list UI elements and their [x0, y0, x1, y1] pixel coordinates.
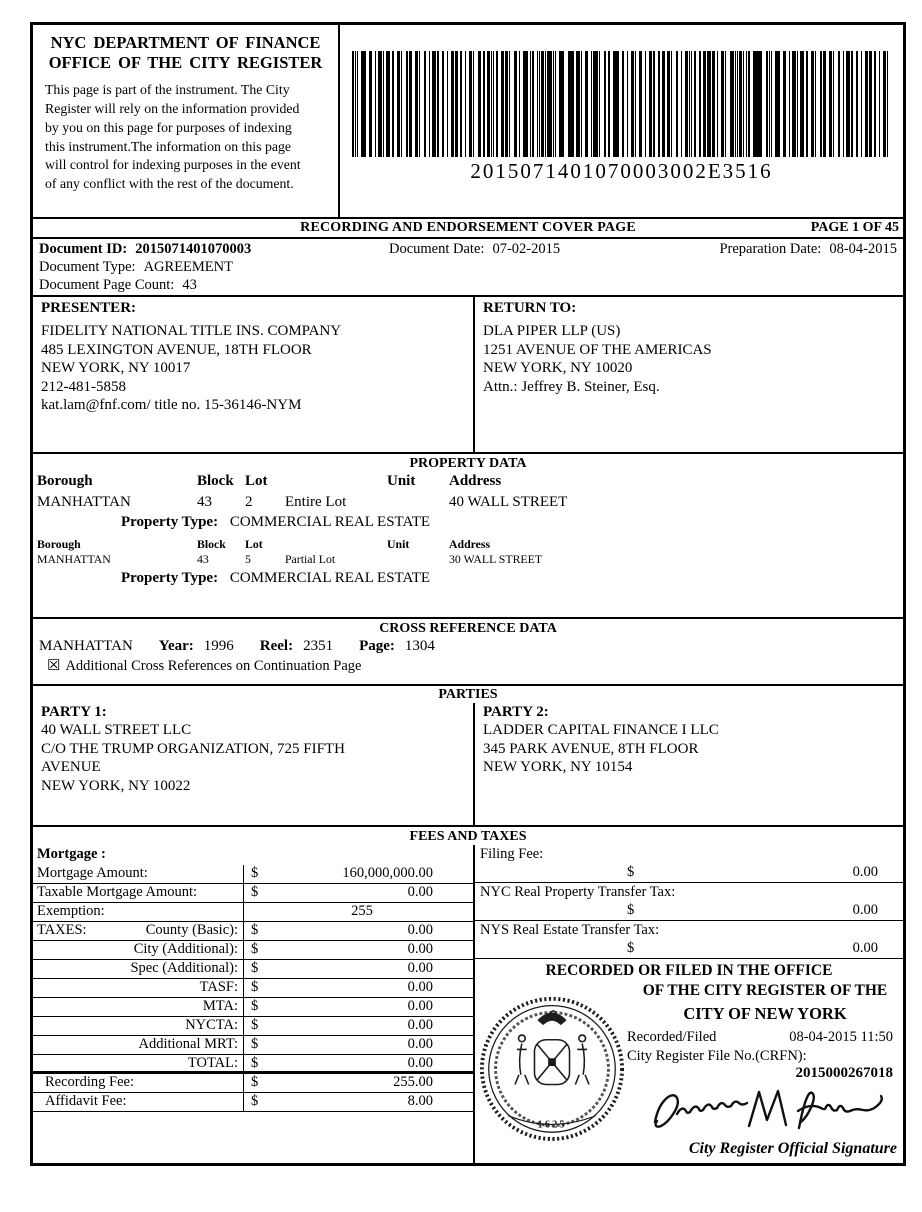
- fee-row: [33, 960, 473, 979]
- document-page-count-label: Document Page Count:: [39, 277, 175, 293]
- fee-label: Recording Fee:: [45, 1074, 134, 1090]
- fee-row: [33, 1055, 473, 1074]
- lot-type-value: Entire Lot: [285, 493, 347, 510]
- currency-symbol: $: [251, 884, 259, 900]
- party2-box: [475, 703, 903, 825]
- official-signature-wrap: [627, 1082, 903, 1139]
- fee-group: [475, 921, 903, 959]
- fee-label: City (Additional):: [133, 941, 238, 957]
- address-line: kat.lam@fnf.com/ title no. 15-36146-NYM: [41, 397, 302, 414]
- borough-value: MANHATTAN: [37, 552, 111, 567]
- recorded-stamp-box: [475, 959, 903, 1163]
- fee-label: Filing Fee:: [480, 846, 544, 862]
- lot-type-cell: [285, 472, 387, 492]
- fee-label: Additional MRT:: [138, 1036, 238, 1052]
- cover-page: [30, 22, 906, 1166]
- currency-symbol: $: [251, 960, 259, 976]
- currency-symbol: $: [251, 941, 259, 957]
- address-line: 485 LEXINGTON AVENUE, 18TH FLOOR: [41, 341, 312, 358]
- fee-label: NYCTA:: [185, 1017, 238, 1033]
- presenter-return-section: [33, 297, 903, 454]
- preparation-date-value: 08-04-2015: [829, 241, 897, 257]
- col-borough: Borough: [37, 473, 93, 489]
- property-header-row: [33, 472, 903, 492]
- crfn-label: City Register File No.(CRFN):: [627, 1047, 807, 1064]
- presenter-heading: PRESENTER:: [41, 300, 137, 316]
- parties-section: [33, 686, 903, 827]
- property-type-label: Property Type:: [121, 569, 219, 586]
- cross-reference-line: [39, 638, 897, 655]
- fee-row: [33, 979, 473, 998]
- document-date: [389, 241, 709, 258]
- fees-left-table: [33, 845, 475, 1163]
- col-lot: Lot: [245, 473, 268, 489]
- fee-amount: 0.00: [407, 1055, 433, 1071]
- document-date-value: 07-02-2015: [492, 241, 561, 257]
- fee-row: [33, 1017, 473, 1036]
- notice-line: Register will rely on the information provided: [45, 101, 300, 116]
- address-line: NEW YORK, NY 10154: [483, 759, 633, 776]
- property-type-value: COMMERCIAL REAL ESTATE: [229, 514, 431, 530]
- parties-heading: PARTIES: [438, 687, 498, 702]
- cross-reference-section: [33, 619, 903, 686]
- party2-heading: PARTY 2:: [483, 704, 549, 720]
- document-page-count-value: 43: [182, 277, 197, 293]
- page-label: Page:: [359, 638, 395, 654]
- fee-amount: 0.00: [407, 998, 433, 1014]
- checked-checkbox-icon: ☒: [47, 658, 61, 674]
- barcode-cell: [340, 25, 903, 217]
- fee-row: [33, 1093, 473, 1112]
- property-header-row: [33, 537, 903, 552]
- unit-value: [387, 552, 449, 567]
- additional-cross-references: [39, 656, 897, 675]
- recorded-filed-label: Recorded/Filed: [627, 1028, 717, 1045]
- fee-amount: 160,000,000.00: [342, 865, 433, 881]
- fee-row: [33, 865, 473, 884]
- address-line: 1251 AVENUE OF THE AMERICAS: [483, 341, 712, 358]
- lot-value: 2: [245, 493, 253, 510]
- return-to-address: [483, 322, 895, 396]
- notice-line: of any conflict with the rest of the document.: [45, 176, 294, 191]
- official-signature-icon: [649, 1082, 899, 1134]
- presenter-address: [41, 322, 465, 415]
- fee-label: Mortgage Amount:: [37, 865, 148, 881]
- fee-amount: 0.00: [407, 979, 433, 995]
- reel-label: Reel:: [259, 638, 294, 654]
- fee-label: TOTAL:: [187, 1055, 238, 1071]
- document-type-value: AGREEMENT: [143, 259, 233, 275]
- currency-symbol: [244, 903, 251, 921]
- address-line: LADDER CAPITAL FINANCE I LLC: [483, 722, 719, 738]
- party2-address: [483, 721, 895, 777]
- header-row: [33, 25, 903, 217]
- presenter-box: [33, 297, 475, 452]
- col-unit: Unit: [387, 537, 410, 551]
- barcode-number: 2015071401070003002E3516: [470, 159, 773, 183]
- fee-label: Taxable Mortgage Amount:: [37, 884, 198, 900]
- fee-amount: 8.00: [407, 1093, 433, 1109]
- col-unit: Unit: [387, 473, 416, 489]
- fee-value-row: [475, 940, 903, 959]
- fee-prefix: TAXES:: [37, 922, 87, 938]
- fee-row: [33, 1074, 473, 1093]
- document-id-label: Document ID:: [39, 241, 128, 257]
- fee-row: [33, 1036, 473, 1055]
- fee-label: NYC Real Property Transfer Tax:: [480, 884, 676, 900]
- fee-label: Affidavit Fee:: [45, 1093, 127, 1109]
- property-type-line: [121, 514, 903, 531]
- preparation-date-label: Preparation Date:: [719, 241, 822, 257]
- fee-amount: 0.00: [852, 902, 878, 918]
- currency-symbol: $: [251, 865, 259, 881]
- property-data-section: [33, 454, 903, 619]
- fee-row: [33, 903, 473, 922]
- fee-group: [475, 883, 903, 921]
- notice-line: this instrument.The information on this page: [45, 138, 292, 154]
- property-row: [33, 552, 903, 567]
- currency-symbol: $: [251, 1036, 259, 1052]
- fee-label: County (Basic):: [145, 922, 238, 938]
- fee-amount: 0.00: [407, 941, 433, 957]
- reel-value: 2351: [303, 638, 334, 654]
- fee-value-row: [475, 902, 903, 921]
- col-address: Address: [449, 473, 502, 489]
- currency-symbol: $: [251, 922, 259, 938]
- recorded-stamp-text: [627, 980, 903, 1158]
- fee-label: TASF:: [199, 979, 238, 995]
- document-id: [39, 241, 389, 258]
- fee-amount: 255.00: [393, 1074, 433, 1090]
- address-line: 40 WALL STREET LLC: [41, 722, 192, 738]
- fee-label: NYS Real Estate Transfer Tax:: [480, 922, 660, 938]
- fee-amount: 0.00: [407, 884, 433, 900]
- col-block: Block: [197, 537, 226, 551]
- fee-amount: 0.00: [407, 960, 433, 976]
- letterhead-box: [33, 25, 340, 217]
- address-value: 30 WALL STREET: [449, 552, 543, 567]
- address-line: NEW YORK, NY 10017: [41, 360, 191, 377]
- currency-symbol: $: [251, 1074, 259, 1090]
- fee-amount: 0.00: [852, 940, 878, 956]
- document-type: [39, 259, 897, 276]
- return-to-heading: RETURN TO:: [483, 300, 577, 316]
- recorded-line2: OF THE CITY REGISTER OF THE: [642, 982, 888, 999]
- party1-address: [41, 721, 465, 795]
- fee-label: MTA:: [202, 998, 238, 1014]
- fee-row: [33, 941, 473, 960]
- fee-row: [33, 998, 473, 1017]
- parties-columns: [33, 703, 903, 825]
- unit-value: [387, 493, 449, 513]
- fee-amount: 0.00: [407, 1036, 433, 1052]
- fee-group: [475, 845, 903, 883]
- fees-taxes-section: [33, 827, 903, 1163]
- currency-symbol: $: [627, 902, 635, 918]
- indexing-notice: [39, 81, 332, 194]
- address-line: NEW YORK, NY 10020: [483, 360, 633, 377]
- page-title: RECORDING AND ENDORSEMENT COVER PAGE: [300, 220, 636, 235]
- property-row: [33, 493, 903, 513]
- agency-name-line2: OFFICE OF THE CITY REGISTER: [48, 53, 323, 73]
- fees-columns: [33, 845, 903, 1163]
- col-block: Block: [197, 473, 234, 489]
- currency-symbol: $: [251, 998, 259, 1014]
- borough-value: MANHATTAN: [37, 493, 131, 510]
- mortgage-section-label: Mortgage :: [37, 846, 106, 862]
- property-type-line: [121, 570, 903, 587]
- currency-symbol: $: [251, 1055, 259, 1071]
- notice-line: by you on this page for purposes of indexing: [45, 119, 292, 135]
- year-value: 1996: [203, 638, 234, 654]
- barcode-icon: [352, 51, 892, 157]
- address-line: FIDELITY NATIONAL TITLE INS. COMPANY: [41, 323, 342, 339]
- cross-reference-heading: CROSS REFERENCE DATA: [379, 621, 557, 636]
- fee-amount: 0.00: [407, 1017, 433, 1033]
- block-value: 43: [197, 493, 212, 510]
- fee-amount: 0.00: [407, 922, 433, 938]
- year-label: Year:: [158, 638, 194, 654]
- fee-value-row: [475, 864, 903, 883]
- property-type-label: Property Type:: [121, 514, 219, 530]
- fee-label: Exemption:: [37, 903, 105, 919]
- party1-heading: PARTY 1:: [41, 704, 107, 720]
- nyc-city-seal-icon: [479, 981, 625, 1151]
- recorded-line1: RECORDED OR FILED IN THE OFFICE: [545, 962, 833, 979]
- title-band: [33, 217, 903, 239]
- seal-year: 1625: [537, 1118, 567, 1131]
- party1-box: [33, 703, 475, 825]
- return-to-box: [475, 297, 903, 452]
- col-borough: Borough: [37, 537, 81, 551]
- signature-caption: City Register Official Signature: [688, 1139, 897, 1157]
- currency-symbol: $: [627, 940, 635, 956]
- agency-name-line1: NYC DEPARTMENT OF FINANCE: [50, 33, 321, 52]
- block-value: 43: [197, 552, 209, 567]
- lot-type-value: Partial Lot: [285, 552, 336, 567]
- col-lot: Lot: [245, 537, 263, 551]
- property-type-value: COMMERCIAL REAL ESTATE: [229, 569, 431, 586]
- address-value: 40 WALL STREET: [449, 493, 568, 510]
- page-value: 1304: [404, 638, 435, 654]
- document-info-line1: [39, 241, 897, 258]
- address-line: DLA PIPER LLP (US): [483, 323, 621, 339]
- address-line: 345 PARK AVENUE, 8TH FLOOR: [483, 740, 699, 757]
- currency-symbol: $: [251, 979, 259, 995]
- page-number-label: PAGE 1 OF 45: [810, 220, 899, 235]
- notice-line: This page is part of the instrument. The City: [45, 82, 290, 98]
- fee-amount: 255: [351, 903, 373, 919]
- document-info-section: [33, 239, 903, 297]
- document-id-value: 2015071401070003: [135, 241, 252, 257]
- currency-symbol: $: [251, 1093, 259, 1109]
- crfn-value: 2015000267018: [795, 1064, 893, 1081]
- fee-row: [33, 884, 473, 903]
- recorded-filed-value: 08-04-2015 11:50: [789, 1028, 893, 1045]
- currency-symbol: $: [627, 864, 635, 880]
- additional-cross-references-text: Additional Cross References on Continuation Page: [65, 658, 362, 674]
- document-page-count: [39, 277, 897, 294]
- fee-amount: 0.00: [852, 864, 878, 880]
- fee-label: Spec (Additional):: [130, 960, 238, 976]
- recorded-filed-row: [627, 1029, 903, 1046]
- currency-symbol: $: [251, 1017, 259, 1033]
- lot-type-cell: [285, 537, 387, 552]
- document-date-label: Document Date:: [389, 241, 485, 257]
- notice-line: will control for indexing purposes in the event: [45, 157, 301, 173]
- address-line: C/O THE TRUMP ORGANIZATION, 725 FIFTH: [41, 740, 345, 757]
- address-line: 212-481-5858: [41, 378, 126, 395]
- address-line: AVENUE: [41, 759, 101, 776]
- col-address: Address: [449, 537, 491, 551]
- crossref-borough: MANHATTAN: [39, 638, 133, 654]
- address-line: NEW YORK, NY 10022: [41, 777, 191, 794]
- fees-taxes-heading: FEES AND TAXES: [409, 829, 527, 844]
- document-type-label: Document Type:: [39, 259, 136, 275]
- recorded-line3: CITY OF NEW YORK: [683, 1003, 847, 1023]
- property-data-heading: PROPERTY DATA: [409, 456, 527, 471]
- fees-right-table: [475, 845, 903, 1163]
- preparation-date: [709, 241, 897, 258]
- lot-value: 5: [245, 552, 251, 567]
- address-line: Attn.: Jeffrey B. Steiner, Esq.: [483, 378, 660, 395]
- fee-row: [33, 922, 473, 941]
